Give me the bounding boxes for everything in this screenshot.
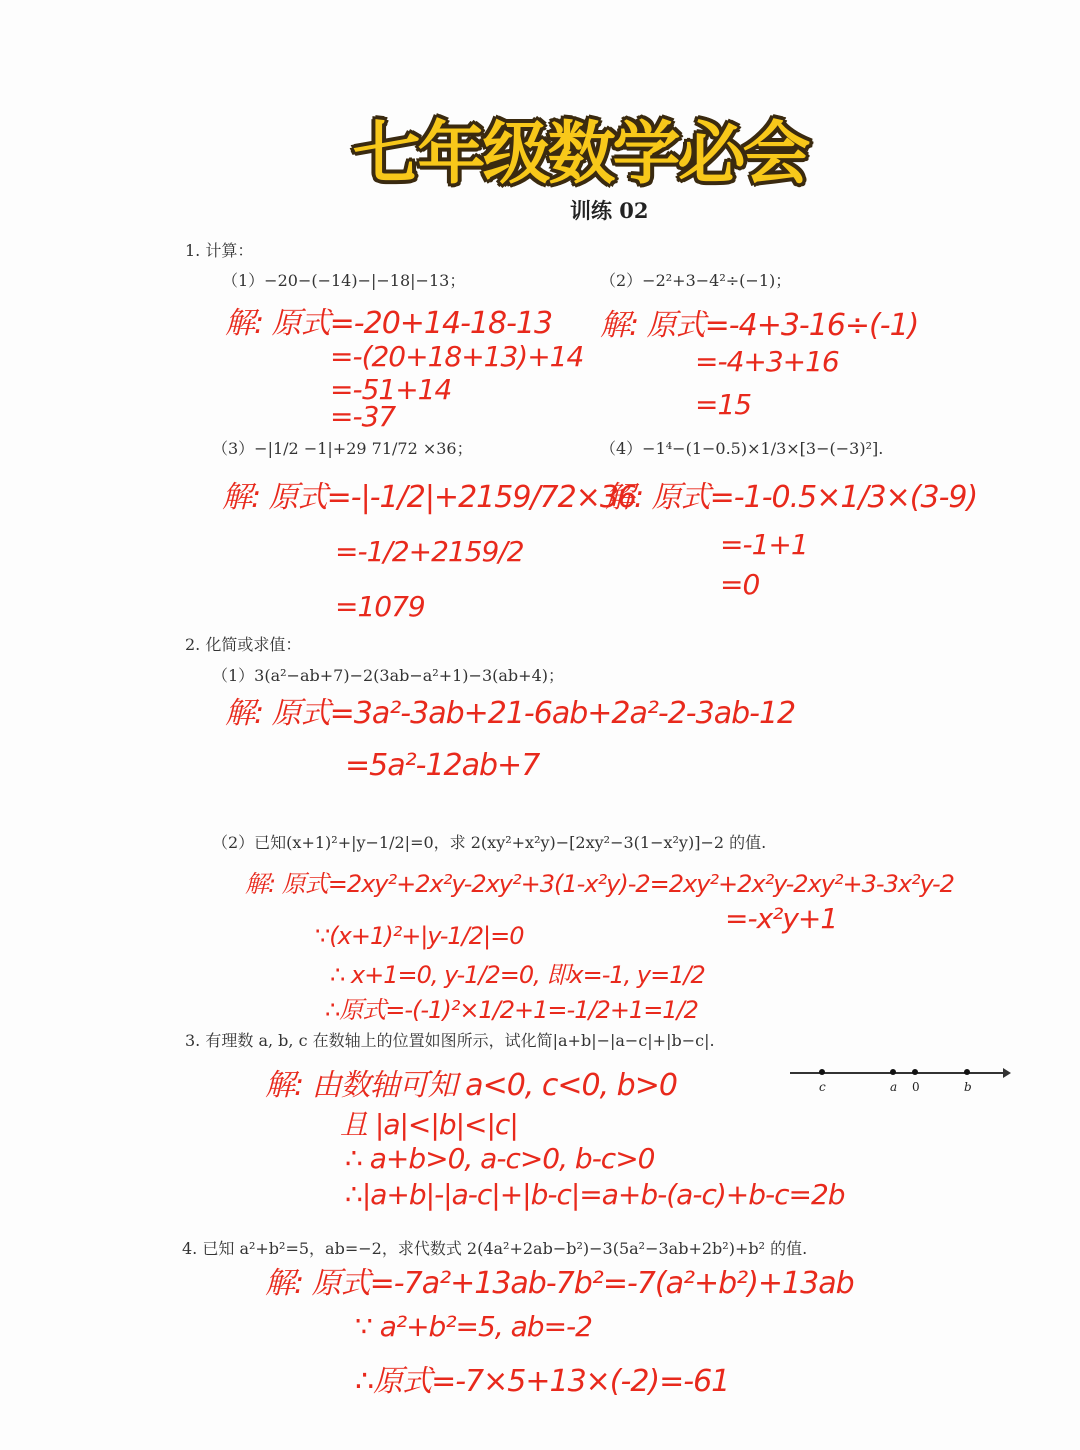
solution-line: =5a²-12ab+7 <box>345 748 540 783</box>
question-2-heading: 2. 化简或求值： <box>185 635 302 654</box>
point-a <box>890 1069 896 1075</box>
question-2-part-1: （1）3(a²−ab+7)−2(3ab−a²+1)−3(ab+4)； <box>212 666 564 685</box>
solution-line: 解: 原式=-7a²+13ab-7b²=-7(a²+b²)+13ab <box>265 1266 854 1301</box>
point-zero <box>912 1069 918 1075</box>
question-4-heading: 4. 已知 a²+b²=5，ab=−2，求代数式 2(4a²+2ab−b²)−3(5a²−3ab+2b²)+b² 的值. <box>182 1239 808 1258</box>
solution-line: ∵(x+1)²+|y-1/2|=0 <box>315 922 524 950</box>
solution-line: =-4+3+16 <box>695 345 839 378</box>
page-title: 七年级数学必会 <box>352 115 808 194</box>
question-3-heading: 3. 有理数 a, b, c 在数轴上的位置如图所示，试化简|a+b|−|a−c|+|b−c|. <box>185 1031 715 1050</box>
solution-line: ∵ a²+b²=5, ab=-2 <box>355 1310 592 1343</box>
solution-line: =-1/2+2159/2 <box>335 535 524 568</box>
solution-line: 解: 原式=-|-1/2|+2159/72×36 <box>222 480 637 515</box>
solution-line: =-1+1 <box>720 528 808 561</box>
question-1-part-1: （1）−20−(−14)−|−18|−13； <box>222 271 466 290</box>
question-1-part-3: （3）−|1/2 −1|+29 71/72 ×36； <box>212 439 473 458</box>
solution-line: 解: 原式=3a²-3ab+21-6ab+2a²-2-3ab-12 <box>225 696 796 731</box>
solution-line: =-37 <box>330 400 396 433</box>
solution-line: ∴原式=-7×5+13×(-2)=-61 <box>355 1364 730 1399</box>
solution-line: =-x²y+1 <box>725 902 838 935</box>
solution-line: =-(20+18+13)+14 <box>330 340 584 373</box>
solution-line: 解: 原式=2xy²+2x²y-2xy²+3(1-x²y)-2=2xy²+2x²y-2xy²+3-3x²y-2 <box>245 870 954 898</box>
question-1-heading: 1. 计算： <box>185 241 254 260</box>
question-1-part-4: （4）−1⁴−(1−0.5)×1/3×[3−(−3)²]. <box>600 439 884 458</box>
solution-line: ∴原式=-(-1)²×1/2+1=-1/2+1=1/2 <box>325 996 698 1024</box>
solution-line: =-51+14 <box>330 373 452 406</box>
number-line <box>790 1072 1005 1094</box>
label-b: b <box>964 1080 972 1094</box>
point-b <box>964 1069 970 1075</box>
solution-line: 解: 原式=-20+14-18-13 <box>225 306 553 341</box>
label-c: c <box>819 1080 826 1094</box>
solution-line: 解: 原式=-1-0.5×1/3×(3-9) <box>605 480 978 515</box>
question-2-part-2: （2）已知(x+1)²+|y−1/2|=0，求 2(xy²+x²y)−[2xy²−3(1−x²y)]−2 的值. <box>212 833 767 852</box>
solution-line: 解: 由数轴可知 a<0, c<0, b>0 <box>265 1068 677 1103</box>
solution-line: 解: 原式=-4+3-16÷(-1) <box>600 308 919 343</box>
solution-line: =15 <box>695 388 752 421</box>
label-a: a <box>890 1080 898 1094</box>
question-1-part-2: （2）−2²+3−4²÷(−1)； <box>600 271 792 290</box>
label-zero: 0 <box>912 1080 920 1094</box>
solution-line: =0 <box>720 568 760 601</box>
page-subtitle: 训练 02 <box>570 198 649 223</box>
solution-line: ∴|a+b|-|a-c|+|b-c|=a+b-(a-c)+b-c=2b <box>345 1178 845 1211</box>
solution-line: ∴ x+1=0, y-1/2=0, 即x=-1, y=1/2 <box>330 961 705 989</box>
solution-line: =1079 <box>335 590 425 623</box>
point-c <box>819 1069 825 1075</box>
solution-line: 且 |a|<|b|<|c| <box>340 1108 518 1141</box>
solution-line: ∴ a+b>0, a-c>0, b-c>0 <box>345 1142 655 1175</box>
